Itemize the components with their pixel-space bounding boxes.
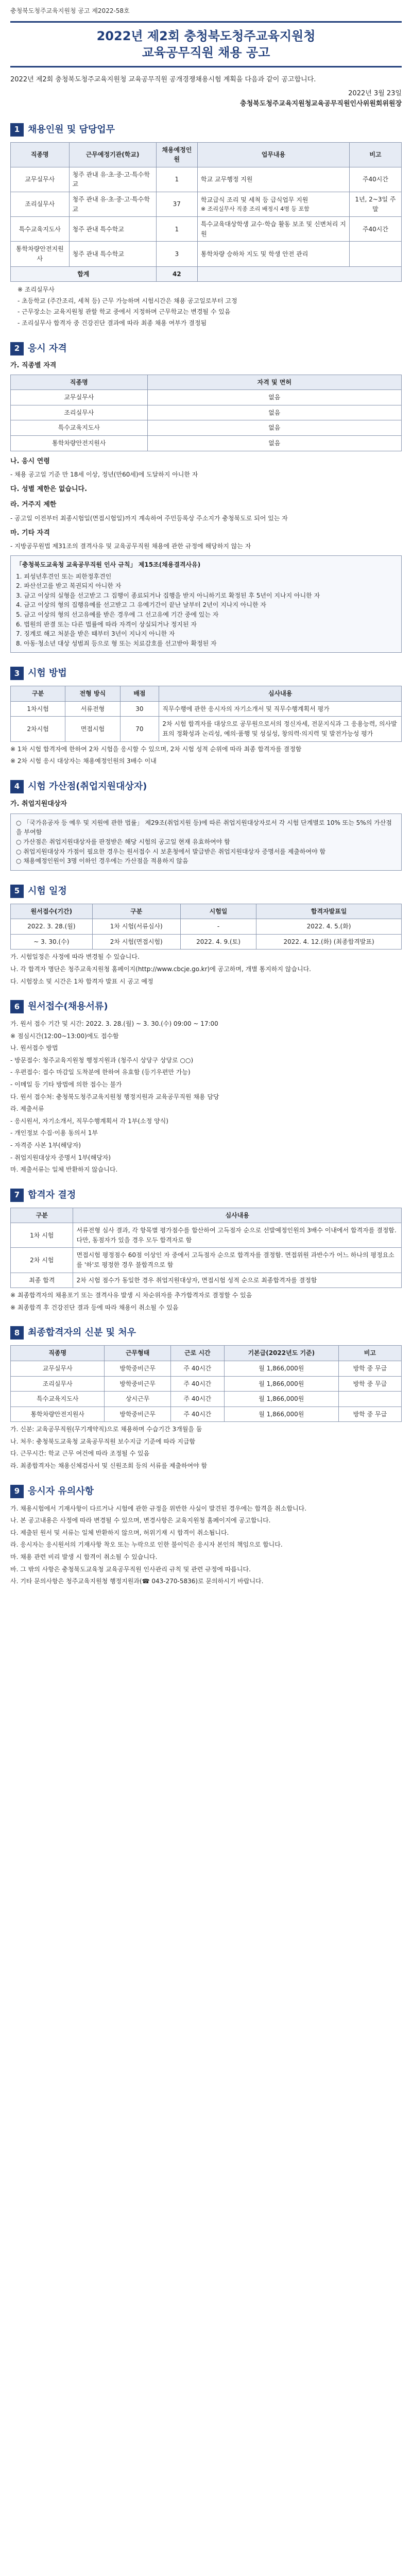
list-item: 다. 원서 접수처: 충청북도청주교육지원청 행정지원과 교육공무직원 채용 담당 [10, 1093, 219, 1100]
cell-note: 방학 중 무급 [338, 1361, 401, 1376]
list-item: 나. 본 공고내용은 사정에 따라 변경될 수 있으며, 변경사항은 교육지원청 홈페이지에 공고합니다. [10, 1517, 271, 1524]
cell-exam: - [180, 919, 256, 935]
cell-count: 1 [156, 167, 197, 192]
age-requirement: - 채용 공고일 기준 만 18세 이상, 정년(만60세)에 도달하지 아니한 자 [10, 470, 198, 478]
pass-note: ※ 최종합격자의 채용포기 또는 결격사유 발생 시 차순위자를 추가합격자로 결정할 수 있음 [10, 1292, 252, 1299]
cell-place: 청주 관내 유·초·중·고·특수학교 [69, 192, 156, 217]
cell-hours: 주 40시간 [170, 1392, 224, 1407]
cell-qual: 없음 [147, 405, 401, 420]
total-count: 42 [156, 266, 197, 282]
col-header: 시험일 [180, 904, 256, 919]
cell-content: 서류전형 심사 결과, 각 항목별 평가점수를 합산하여 고득점자 순으로 선발예정인원의 3배수 이내에서 합격자를 결정함. 다만, 동점자가 있을 경우 모두 합격자로 함 [73, 1223, 402, 1248]
cell-content: 직무수행에 관한 응시자의 자기소개서 및 직무수행계획서 평가 [159, 701, 402, 717]
cell-note: 1년, 2~3일 주말 [349, 192, 401, 217]
cell-hours: 주 40시간 [170, 1406, 224, 1422]
cell-stage: 1차시험 [11, 701, 65, 717]
list-item: - 방문접수: 청주교육지원청 행정지원과 (청주시 상당구 상당로 ○○) [10, 1056, 194, 1064]
col-header: 전형 방식 [65, 686, 120, 702]
cell-note: 주40시간 [349, 167, 401, 192]
box-title: 「충청북도교육청 교육공무직원 인사 규칙」 제15조(채용결격사유) [16, 561, 201, 568]
list-item: 다. 제출된 원서 및 서류는 일체 반환하지 않으며, 허위기재 시 합격이 취소됩니다. [10, 1529, 229, 1536]
table-row [11, 1248, 402, 1273]
pass-note: ※ 최종합격 후 건강진단 결과 등에 따라 채용이 취소될 수 있음 [10, 1303, 179, 1311]
bonus-box [10, 814, 402, 871]
cell-job: 교무실무사 [11, 1361, 105, 1376]
total-row [11, 266, 402, 282]
table-row [11, 436, 402, 451]
section-schedule [10, 884, 402, 986]
cell-type: 1차 시험 [11, 1223, 73, 1248]
exam-note: ※ 1차 시험 합격자에 한하여 2차 시험을 응시할 수 있으며, 2차 시험 성적 순위에 따라 최종 합격자를 결정함 [10, 745, 302, 753]
list-item: ※ 조리실무사 [18, 286, 55, 294]
cell-pay: 월 1,866,000원 [224, 1376, 338, 1392]
treatment-table [10, 1345, 402, 1422]
table-row [11, 1361, 402, 1376]
list-item: 나. 원서접수 방법 [10, 1044, 58, 1052]
cell-method: 서류전형 [65, 701, 120, 717]
list-item: - 근무장소는 교육지원청 관할 학교 중에서 지정하며 근무학교는 변경될 수 있음 [18, 308, 231, 316]
cell-job: 조리실무사 [11, 405, 148, 420]
exam-note: ※ 2차 시험 응시 대상자는 채용예정인원의 3배수 이내 [10, 757, 157, 765]
list-item: 2. 파산선고를 받고 복권되지 아니한 자 [16, 582, 122, 590]
section-recruitment [10, 123, 402, 328]
section-number: 2 [10, 342, 24, 355]
cell-content: 2차 시험 합격자를 대상으로 공무원으로서의 정신자세, 전문지식과 그 응용능력, 의사발표의 정확성과 논리성, 예의·품행 및 성실성, 창의력·의지력 및 발전가능성 평가 [159, 717, 402, 741]
col-header: 비고 [349, 142, 401, 167]
list-item: - 개인정보 수집·이용 동의서 1부 [10, 1129, 98, 1137]
list-item: 4. 금고 이상의 형의 집행유예를 선고받고 그 유예기간이 끝난 날부터 2년이 지나지 아니한 자 [16, 601, 266, 609]
section-number: 6 [10, 1000, 24, 1013]
list-item: 바. 그 밖의 사항은 충청북도교육청 교육공무직원 인사관리 규칙 및 관련 규정에 따릅니다. [10, 1565, 251, 1573]
recruitment-notes [18, 285, 402, 328]
col-header: 직종명 [11, 375, 148, 390]
col-header: 채용예정인원 [156, 142, 197, 167]
cell-job: 특수교육지도사 [11, 1392, 105, 1407]
cell-place: 청주 관내 유·초·중·고·특수학교 [69, 167, 156, 192]
sub-title: 마. 기타 자격 [10, 529, 50, 537]
cell-score: 30 [120, 701, 159, 717]
notice-page [10, 0, 402, 1599]
cell-note: 방학 중 무급 [338, 1406, 401, 1422]
col-header: 합격자발표일 [256, 904, 402, 919]
cell-result: 2022. 4. 12.(화) (최종합격발표) [256, 934, 402, 950]
list-item: 3. 금고 이상의 실형을 선고받고 그 집행이 종료되거나 집행을 받지 아니하기로 확정된 후 5년이 지나지 아니한 자 [16, 591, 320, 599]
list-item: - 우편접수: 접수 마감일 도착분에 한하여 유효함 (등기우편만 가능) [10, 1069, 191, 1076]
cell-qual: 없음 [147, 420, 401, 436]
section-title: 합격자 결정 [28, 1189, 76, 1200]
table-row [11, 420, 402, 436]
table-row [11, 1406, 402, 1422]
schedule-note: 가. 시험일정은 사정에 따라 변경될 수 있습니다. [10, 953, 140, 961]
cell-type: 최종 합격 [11, 1273, 73, 1288]
col-header: 구분 [11, 686, 65, 702]
list-item: - 자격증 사본 1부(해당자) [10, 1142, 81, 1149]
sub-title: 가. 직종별 자격 [10, 362, 57, 370]
title-line-1: 2022년 제2회 충청북도청주교육지원청 [96, 28, 316, 43]
section-application [10, 999, 402, 1175]
col-header: 근무예정기관(학교) [69, 142, 156, 167]
section-bonus-points [10, 779, 402, 871]
issuing-org: 충청북도청주교육지원청교육공무직원인사위원회위원장 [240, 99, 402, 108]
notice-date: 2022년 3월 23일 [348, 89, 402, 97]
schedule-table [10, 904, 402, 950]
cell-count: 37 [156, 192, 197, 217]
section-title: 응시 자격 [28, 343, 67, 354]
cell-qual: 없음 [147, 390, 401, 405]
cell-type: 2차 시험 [11, 1248, 73, 1273]
list-item: 라. 제출서류 [10, 1105, 44, 1113]
list-item: 6. 법원의 판결 또는 다른 법률에 따라 자격이 상실되거나 정지된 자 [16, 620, 197, 628]
table-row [11, 701, 402, 717]
section-title: 원서접수(채용서류) [28, 1001, 108, 1012]
list-item: 가. 채용시험에서 기재사항이 다르거나 시험에 관한 규정을 위반한 사실이 발견된 경우에는 합격을 취소합니다. [10, 1504, 307, 1512]
section-title: 시험 가산점(취업지원대상자) [28, 781, 147, 792]
col-header: 비고 [338, 1346, 401, 1361]
section-number: 9 [10, 1485, 24, 1498]
recruitment-table [10, 142, 402, 282]
list-item: 마. 제출서류는 일체 반환하지 않습니다. [10, 1166, 118, 1174]
cell-pay: 월 1,866,000원 [224, 1392, 338, 1407]
table-row [11, 390, 402, 405]
sub-title: 가. 취업지원대상자 [10, 800, 67, 808]
section-number: 1 [10, 123, 24, 137]
intro-text: 2022년 제2회 충청북도청주교육지원청 교육공무직원 공개경쟁채용시험 계획을 다음과 같이 공고합니다. [10, 76, 316, 84]
col-header: 구분 [11, 1208, 73, 1223]
cell-pay: 월 1,866,000원 [224, 1361, 338, 1376]
table-row [11, 934, 402, 950]
treatment-note: 다. 근무시간: 학교 근무 여건에 따라 조정될 수 있음 [10, 1450, 150, 1458]
treatment-note: 가. 신분: 교육공무직원(무기계약직)으로 채용하며 수습기간 3개월을 둠 [10, 1426, 202, 1433]
list-item: 가. 원서 접수 기간 및 시간: 2022. 3. 28.(월) ~ 3. 30.(수) 09:00 ~ 17:00 [10, 1020, 218, 1028]
list-item: - 초등학교 (주간조리, 세척 등) 근무 가능하며 시험시간은 채용 공고일로부터 고정 [18, 297, 237, 304]
section-cautions [10, 1484, 402, 1586]
col-header: 심사내용 [73, 1208, 402, 1223]
cell-count: 3 [156, 242, 197, 266]
section-title: 시험 방법 [28, 668, 67, 679]
col-header: 기본급(2022년도 기준) [224, 1346, 338, 1361]
cell-content: 2차 시험 점수가 동일한 경우 취업지원대상자, 면접시험 성적 순으로 최종합격자를 결정함 [73, 1273, 402, 1288]
section-title: 응시자 유의사항 [28, 1485, 94, 1497]
exam-method-table [10, 686, 402, 741]
list-item: 5. 금고 이상의 형의 선고유예를 받은 경우에 그 선고유예 기간 중에 있는 자 [16, 611, 219, 618]
cell-type: 2차 시험(면접시험) [92, 934, 180, 950]
table-row [11, 717, 402, 741]
list-item: ○ 취업지원대상자 가점이 필요한 경우는 원서접수 시 보훈청에서 발급받은 취업지원대상자 증명서를 제출하여야 함 [16, 848, 326, 855]
section-title: 시험 일정 [28, 885, 67, 896]
cell-job: 통학차량안전지원사 [11, 1406, 105, 1422]
section-title: 최종합격자의 신분 및 처우 [28, 1327, 136, 1338]
cell-type: 방학중비근무 [105, 1361, 170, 1376]
duties-text: 학교급식 조리 및 세척 등 급식업무 지원 [201, 196, 308, 204]
cell-job: 교무실무사 [11, 390, 148, 405]
list-item: ○ 가산점은 취업지원대상자를 판정받은 해당 시험의 공고일 현재 유효하여야 함 [16, 838, 230, 845]
col-header: 자격 및 면허 [147, 375, 401, 390]
list-item: - 취업지원대상자 증명서 1부(해당자) [10, 1154, 111, 1161]
cell-apply: 2022. 3. 28.(월) [11, 919, 93, 935]
cell-hours: 주 40시간 [170, 1376, 224, 1392]
notice-number: 충청북도청주교육지원청 공고 제2022-58호 [10, 7, 130, 14]
residence-requirement: - 공고일 이전부터 최종시험일(면접시험일)까지 계속하여 주민등록상 주소지가 충청북도로 되어 있는 자 [10, 514, 288, 522]
list-item: - 조리실무사 합격자 중 건강진단 결과에 따라 최종 채용 여부가 결정됨 [18, 319, 207, 327]
col-header: 직종명 [11, 142, 70, 167]
cell-result: 2022. 4. 5.(화) [256, 919, 402, 935]
sub-title: 나. 응시 연령 [10, 457, 50, 465]
section-number: 3 [10, 667, 24, 680]
cell-type: 방학중비근무 [105, 1406, 170, 1422]
cell-exam: 2022. 4. 9.(토) [180, 934, 256, 950]
cell-apply: ~ 3. 30.(수) [11, 934, 93, 950]
list-item: 마. 채용 관련 비리 발생 시 합격이 취소될 수 있습니다. [10, 1553, 158, 1561]
table-row [11, 405, 402, 420]
table-row [11, 217, 402, 242]
col-header: 직종명 [11, 1346, 105, 1361]
cell-duties: 학교 교무행정 지원 [198, 167, 350, 192]
col-header: 심사내용 [159, 686, 402, 702]
duties-extra: ※ 조리실무사 직종 조리 배정시 4명 등 포함 [201, 206, 310, 213]
cell-job: 특수교육지도사 [11, 420, 148, 436]
list-item: 라. 응시자는 응시원서의 기재사항 착오 또는 누락으로 인한 불이익은 응시자 본인의 책임으로 합니다. [10, 1541, 283, 1549]
cell-job: 조리실무사 [11, 192, 70, 217]
list-item: - 이메일 등 기타 방법에 의한 접수는 불가 [10, 1081, 122, 1089]
qualification-table [10, 375, 402, 451]
list-item: - 응시원서, 자기소개서, 직무수행계획서 각 1부(소정 양식) [10, 1117, 168, 1125]
treatment-note: 라. 최종합격자는 채용신체검사서 및 신원조회 등의 서류를 제출하여야 함 [10, 1462, 208, 1470]
cell-content: 면접시험 평정점수 60점 이상인 자 중에서 고득점자 순으로 합격자를 결정함. 면접위원 과반수가 어느 하나의 평정요소를 '하'로 평정한 경우 불합격으로 함 [73, 1248, 402, 1273]
cell-duties: 특수교육대상학생 교수·학습 활동 보조 및 신변처리 지원 [198, 217, 350, 242]
cell-score: 70 [120, 717, 159, 741]
schedule-note: 다. 시험장소 및 시간은 1차 합격자 발표 시 공고 예정 [10, 977, 153, 985]
table-row [11, 919, 402, 935]
cell-note [338, 1392, 401, 1407]
list-item: 8. 아동·청소년 대상 성범죄 등으로 형 또는 치료감호를 선고받아 확정된 자 [16, 639, 217, 647]
table-row [11, 167, 402, 192]
cell-place: 청주 관내 특수학교 [69, 242, 156, 266]
list-item: 1. 피성년후견인 또는 피한정후견인 [16, 572, 112, 580]
cell-method: 면접시험 [65, 717, 120, 741]
cell-duties [198, 192, 350, 217]
section-title: 채용인원 및 담당업무 [28, 124, 115, 135]
col-header: 배점 [120, 686, 159, 702]
cell-duties: 통학차량 승하차 지도 및 학생 안전 관리 [198, 242, 350, 266]
table-row [11, 242, 402, 266]
list-item: 사. 기타 문의사항은 청주교육지원청 행정지원과(☎ 043-270-5836)로 문의하시기 바랍니다. [10, 1578, 264, 1585]
section-number: 7 [10, 1189, 24, 1202]
pass-decision-table [10, 1208, 402, 1289]
table-row [11, 1376, 402, 1392]
section-number: 8 [10, 1326, 24, 1340]
disqualification-box [10, 555, 402, 653]
title-block [10, 21, 402, 68]
title-line-2: 교육공무직원 채용 공고 [142, 45, 270, 60]
col-header: 업무내용 [198, 142, 350, 167]
cell-job: 특수교육지도사 [11, 217, 70, 242]
table-row [11, 1392, 402, 1407]
cell-count: 1 [156, 217, 197, 242]
cell-place: 청주 관내 특수학교 [69, 217, 156, 242]
col-header: 근무형태 [105, 1346, 170, 1361]
cell-type: 1차 시험(서류심사) [92, 919, 180, 935]
section-treatment [10, 1326, 402, 1470]
col-header: 근로 시간 [170, 1346, 224, 1361]
cell-hours: 주 40시간 [170, 1361, 224, 1376]
schedule-note: 나. 각 합격자 명단은 청주교육지원청 홈페이지(http://www.cbcje.go.kr)에 공고하며, 개별 통지하지 않습니다. [10, 965, 311, 973]
col-header: 원서접수(기간) [11, 904, 93, 919]
treatment-note: 나. 처우: 충청북도교육청 교육공무직원 보수지급 기준에 따라 지급함 [10, 1437, 196, 1445]
list-item: ※ 점심시간(12:00~13:00)에도 접수함 [10, 1032, 119, 1040]
list-item: 7. 징계로 해고 처분을 받은 때부터 3년이 지나지 아니한 자 [16, 630, 175, 638]
sub-title: 다. 성별 제한은 없습니다. [10, 485, 88, 494]
cell-qual: 없음 [147, 436, 401, 451]
cell-job: 통학차량안전지원사 [11, 436, 148, 451]
cell-job: 교무실무사 [11, 167, 70, 192]
table-row [11, 1273, 402, 1288]
cell-type: 상시근무 [105, 1392, 170, 1407]
etc-requirement: - 지방공무원법 제31조의 결격사유 및 교육공무직원 채용에 관한 규정에 해당하지 않는 자 [10, 543, 251, 550]
cell-pay: 월 1,866,000원 [224, 1406, 338, 1422]
section-qualification [10, 342, 402, 653]
cell-note: 주40시간 [349, 217, 401, 242]
total-label: 합계 [11, 266, 157, 282]
section-number: 5 [10, 885, 24, 898]
cell-job: 조리실무사 [11, 1376, 105, 1392]
cell-type: 방학중비근무 [105, 1376, 170, 1392]
section-pass-decision [10, 1188, 402, 1313]
col-header: 구분 [92, 904, 180, 919]
cell-note: 방학 중 무급 [338, 1376, 401, 1392]
list-item: ○ 「국가유공자 등 예우 및 지원에 관한 법률」 제29조(취업지원 등)에 따른 취업지원대상자로서 각 시험 단계별로 10% 또는 5%의 가산점을 부여함 [16, 819, 392, 836]
list-item: ○ 채용예정인원이 3명 이하인 경우에는 가산점을 적용하지 않음 [16, 857, 188, 865]
cell-stage: 2차시험 [11, 717, 65, 741]
sub-title: 라. 거주지 제한 [10, 501, 57, 509]
cell-job: 통학차량안전지원사 [11, 242, 70, 266]
section-exam-method [10, 666, 402, 766]
section-number: 4 [10, 780, 24, 793]
table-row [11, 192, 402, 217]
table-row [11, 1223, 402, 1248]
cell-note [349, 242, 401, 266]
